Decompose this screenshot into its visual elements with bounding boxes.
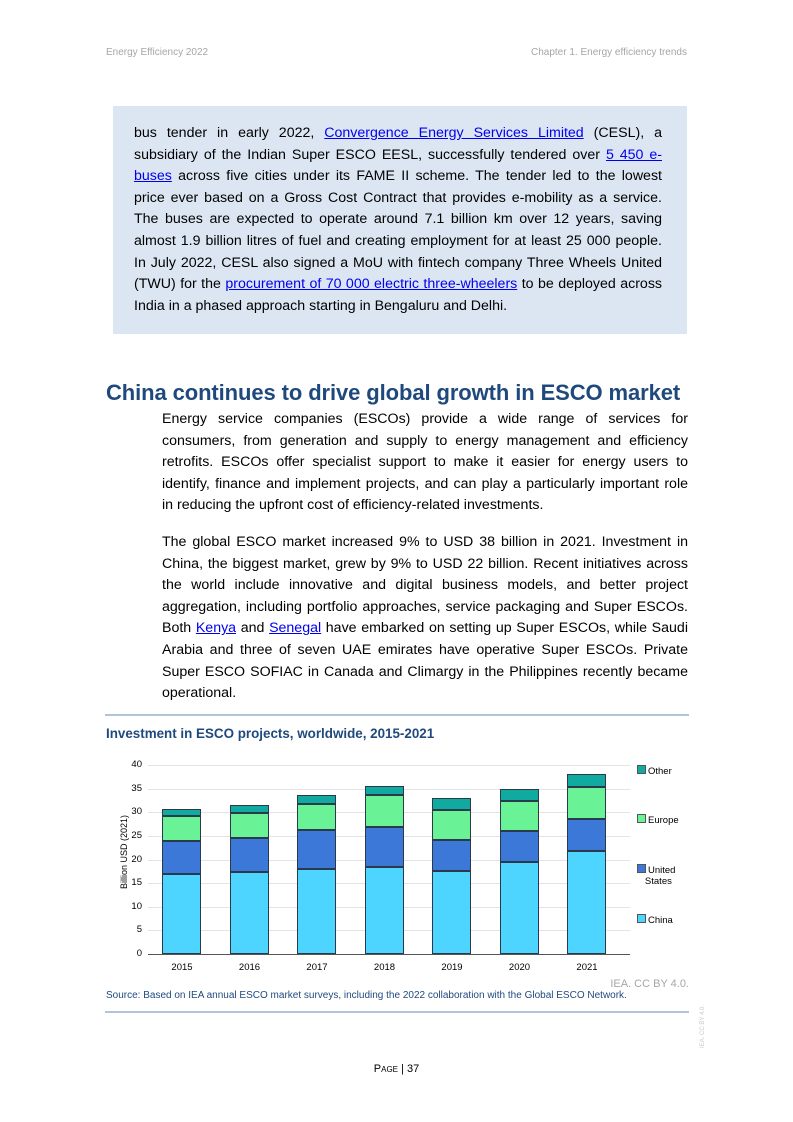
paragraph-market	[162, 532, 688, 705]
bar-2020	[500, 789, 539, 954]
legend-label: China	[648, 915, 673, 926]
legend-item-united-states	[637, 864, 675, 887]
y-tick-label: 30	[131, 806, 142, 818]
text: The global ESCO market increased 9% to USD 38 billion in 2021. Investment in China, the biggest market, grew by 9% to USD 22 billion. Recent initiatives across the world include innovative and digital business models, and better project aggregation, including portfolio approaches, service packaging and Super ESCOs. Both	[162, 534, 688, 637]
figure-source: Source: Based on IEA annual ESCO market surveys, including the 2022 collaboration with the Global ESCO Network.	[106, 990, 627, 1001]
bar-segment-china	[297, 869, 336, 954]
legend-swatch	[637, 814, 646, 823]
gridline	[148, 765, 630, 766]
text: across five cities under its FAME II scheme. The tender led to the lowest price ever based on a Gross Cost Contract that provides e-mobility as a service. The buses are expected to operate around 7.1 billion km over 12 years, saving almost 1.9 billion litres of fuel and creating employment for at least 25 000 people. In July 2022, CESL also signed a MoU with fintech company Three Wheels United (TWU) for the	[134, 168, 662, 293]
bar-2017	[297, 795, 336, 954]
bar-segment-other	[500, 789, 539, 801]
x-tick-label: 2019	[441, 962, 463, 973]
bar-segment-europe	[365, 795, 404, 827]
y-tick-label: 25	[131, 829, 142, 841]
bar-segment-other	[432, 798, 471, 810]
bar-segment-united-states	[365, 827, 404, 867]
y-tick-label: 35	[131, 782, 142, 794]
bar-segment-other	[162, 809, 201, 816]
bar-segment-united-states	[567, 819, 606, 851]
bar-segment-china	[500, 862, 539, 954]
bar-segment-europe	[567, 787, 606, 819]
bar-segment-china	[432, 871, 471, 954]
bar-segment-europe	[162, 816, 201, 841]
legend-label: Other	[648, 766, 672, 777]
legend-item-other	[637, 765, 672, 777]
y-tick-label: 15	[131, 877, 142, 889]
y-tick-label: 20	[131, 853, 142, 865]
y-tick-label: 10	[131, 900, 142, 912]
y-axis-label: Billion USD (2021)	[119, 814, 129, 890]
text: to be deployed across India in a phased approach starting in Bengaluru and Delhi.	[134, 276, 663, 314]
y-tick-label: 0	[136, 948, 142, 959]
paragraph-escos: Energy service companies (ESCOs) provide a wide range of services for consumers, from generation and supply to energy management and efficiency retrofits. ESCOs offer specialist support to make it easier for energy users to identify, finance and implement projects, and can play a particularly important role in reducing the upfront cost of efficiency-related investments.	[162, 411, 688, 514]
page-number: Page | 37	[373, 1063, 420, 1075]
bar-segment-other	[567, 774, 606, 787]
y-tick-label: 40	[131, 759, 142, 770]
figure-top-rule	[105, 714, 689, 716]
running-header-title: Energy Efficiency 2022	[106, 47, 209, 58]
bar-segment-china	[230, 872, 269, 954]
x-axis-line	[148, 954, 630, 955]
bar-segment-other	[365, 786, 404, 795]
link-kenya[interactable]: Kenya	[195, 620, 237, 637]
link-three-wheelers[interactable]: procurement of 70 000 electric three-wheelers	[225, 276, 518, 293]
text: and	[236, 620, 270, 637]
bar-segment-other	[230, 805, 269, 813]
bar-2019	[432, 798, 471, 954]
bar-segment-europe	[500, 801, 539, 831]
bar-2018	[365, 786, 404, 954]
bar-segment-other	[297, 795, 336, 804]
bar-segment-china	[567, 851, 606, 954]
figure-bottom-rule	[105, 1011, 689, 1013]
bar-segment-europe	[230, 813, 269, 838]
bar-segment-united-states	[297, 830, 336, 869]
bar-segment-united-states	[432, 840, 471, 871]
text: (CESL), a subsidiary of the Indian Super ESCO EESL, successfully tendered over	[134, 125, 662, 163]
running-header-chapter: Chapter 1. Energy efficiency trends	[530, 47, 687, 58]
figure-credit: IEA. CC BY 4.0.	[610, 978, 689, 990]
x-tick-label: 2016	[238, 962, 261, 973]
case-study-box	[113, 106, 687, 334]
x-tick-label: 2020	[508, 962, 531, 973]
legend-item-china	[637, 914, 673, 926]
bar-segment-united-states	[162, 841, 201, 874]
text: have embarked on setting up Super ESCOs, while Saudi Arabia and three of seven UAE emirates have operative Super ESCOs. Private Super ESCO SOFIAC in Canada and Climargy in the Philippines recently became operational.	[162, 620, 688, 702]
legend-swatch	[637, 914, 646, 923]
stacked-bar-chart	[106, 755, 696, 980]
bar-segment-europe	[297, 804, 336, 830]
text: bus tender in early 2022,	[134, 125, 325, 141]
legend-item-europe	[637, 814, 679, 826]
y-tick-label: 5	[136, 924, 142, 936]
legend-swatch	[637, 765, 646, 774]
bar-segment-united-states	[230, 838, 269, 872]
box-paragraph	[134, 123, 662, 317]
side-license: IEA. CC BY 4.0.	[700, 1005, 706, 1048]
bar-2015	[162, 809, 201, 954]
bar-2021	[567, 774, 606, 954]
x-tick-label: 2018	[373, 962, 396, 973]
section-heading: China continues to drive global growth in ESCO market	[106, 380, 681, 405]
link-cesl[interactable]: Convergence Energy Services Limited	[324, 125, 584, 141]
x-tick-label: 2021	[576, 962, 598, 973]
link-e-buses[interactable]: 5 450 e-buses	[134, 146, 663, 185]
legend-label: Europe	[648, 815, 679, 826]
bar-segment-china	[162, 874, 201, 954]
bar-segment-china	[365, 867, 404, 954]
link-senegal[interactable]: Senegal	[269, 620, 322, 637]
bar-segment-europe	[432, 810, 471, 840]
x-tick-label: 2017	[306, 962, 328, 973]
bar-2016	[230, 805, 269, 954]
bar-segment-united-states	[500, 831, 539, 862]
legend-label: United States	[637, 865, 676, 887]
x-tick-label: 2015	[171, 962, 193, 973]
chart-title: Investment in ESCO projects, worldwide, 2015-2021	[106, 726, 435, 741]
legend-swatch	[637, 864, 646, 873]
